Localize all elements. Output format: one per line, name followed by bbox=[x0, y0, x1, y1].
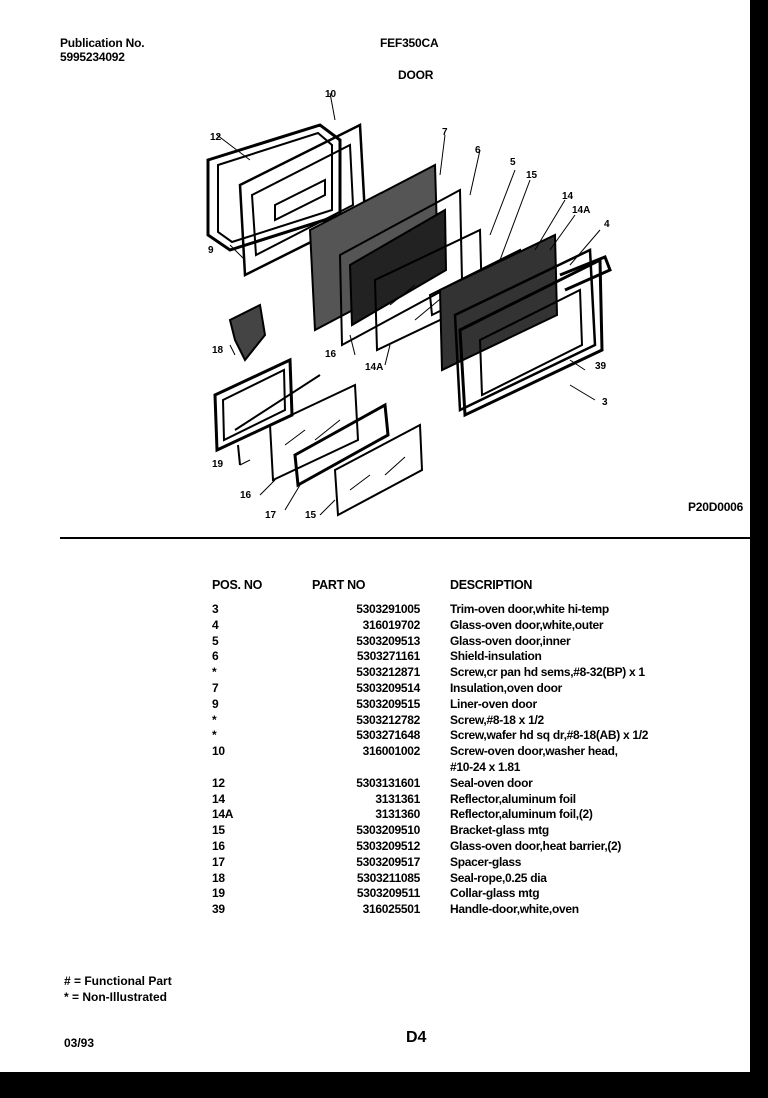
ref-label: 15 bbox=[305, 510, 317, 521]
column-header-pos: POS. NO bbox=[212, 578, 262, 592]
cell-part-number: 5303209512 bbox=[356, 838, 420, 853]
table-row bbox=[212, 886, 710, 902]
cell-description: Glass-oven door,inner bbox=[450, 633, 571, 648]
ref-label: 16 bbox=[240, 490, 252, 501]
table-row bbox=[212, 665, 710, 681]
cell-part-number: 5303209511 bbox=[356, 886, 420, 901]
cell-description: Reflector,aluminum foil,(2) bbox=[450, 807, 593, 822]
parts-table-body bbox=[212, 602, 710, 918]
section-title: DOOR bbox=[398, 68, 434, 82]
section-divider bbox=[60, 537, 750, 539]
cell-part-number: 5303212782 bbox=[356, 712, 420, 727]
ref-label: 15 bbox=[526, 170, 538, 181]
ref-label: 7 bbox=[442, 127, 448, 138]
table-row bbox=[212, 760, 710, 776]
publication-label: Publication No. bbox=[60, 36, 145, 50]
cell-pos: 5 bbox=[212, 633, 219, 648]
legend bbox=[64, 973, 172, 1005]
cell-pos: 14A bbox=[212, 807, 234, 822]
cell-part-number: 3131361 bbox=[375, 791, 420, 806]
table-row bbox=[212, 807, 710, 823]
ref-label: 14A bbox=[572, 205, 591, 216]
table-row bbox=[212, 776, 710, 792]
cell-pos: 39 bbox=[212, 902, 225, 917]
ref-label: 39 bbox=[595, 361, 607, 372]
cell-part-number: 5303131601 bbox=[356, 775, 420, 790]
column-header-part: PART NO bbox=[312, 578, 366, 592]
ref-label: 17 bbox=[265, 510, 277, 521]
cell-description: Seal-oven door bbox=[450, 775, 533, 790]
legend-non-illustrated: * = Non-Illustrated bbox=[64, 990, 168, 1004]
cell-description: Screw-oven door,washer head, bbox=[450, 744, 618, 759]
cell-description: Shield-insulation bbox=[450, 649, 542, 664]
table-row bbox=[212, 634, 710, 650]
column-header-description: DESCRIPTION bbox=[450, 578, 533, 592]
cell-pos: * bbox=[212, 665, 217, 680]
cell-part-number: 5303209514 bbox=[356, 680, 420, 695]
table-row bbox=[212, 713, 710, 729]
cell-description: Seal-rope,0.25 dia bbox=[450, 870, 547, 885]
legend-functional-part: # = Functional Part bbox=[64, 974, 172, 988]
cell-description: Screw,cr pan hd sems,#8-32(BP) x 1 bbox=[450, 665, 645, 680]
cell-pos: 14 bbox=[212, 791, 225, 806]
cell-part-number: 5303212871 bbox=[356, 665, 420, 680]
cell-part-number: 5303271161 bbox=[356, 649, 420, 664]
cell-part-number: 3131360 bbox=[375, 807, 420, 822]
ref-label: 3 bbox=[602, 397, 608, 408]
ref-label: 9 bbox=[208, 245, 214, 256]
table-row bbox=[212, 902, 710, 918]
cell-part-number: 5303209510 bbox=[356, 823, 420, 838]
cell-pos: 18 bbox=[212, 870, 225, 885]
cell-description: Reflector,aluminum foil bbox=[450, 791, 576, 806]
cell-description: Glass-oven door,white,outer bbox=[450, 617, 604, 632]
cell-description: Glass-oven door,heat barrier,(2) bbox=[450, 838, 622, 853]
cell-pos: 3 bbox=[212, 602, 219, 616]
cell-description: Collar-glass mtg bbox=[450, 886, 540, 901]
ref-label: 19 bbox=[212, 459, 224, 470]
table-row bbox=[212, 649, 710, 665]
table-row bbox=[212, 697, 710, 713]
exploded-door-diagram bbox=[190, 85, 620, 525]
ref-label: 6 bbox=[475, 145, 481, 156]
cell-part-number: 5303209515 bbox=[356, 696, 420, 711]
cell-description: Insulation,oven door bbox=[450, 680, 563, 695]
cell-pos: 16 bbox=[212, 838, 225, 853]
cell-part-number: 316019702 bbox=[362, 617, 420, 632]
ref-label: 14 bbox=[562, 191, 574, 202]
cell-part-number bbox=[312, 760, 450, 776]
diagram-code: P20D0006 bbox=[688, 500, 744, 514]
ref-label: 5 bbox=[510, 157, 516, 168]
cell-part-number: 5303291005 bbox=[356, 602, 420, 616]
table-row bbox=[212, 871, 710, 887]
ref-label: 14A bbox=[365, 362, 384, 373]
cell-pos: 12 bbox=[212, 775, 225, 790]
cell-pos: 7 bbox=[212, 680, 219, 695]
table-row bbox=[212, 792, 710, 808]
cell-pos: * bbox=[212, 728, 217, 743]
cell-pos: 15 bbox=[212, 823, 225, 838]
cell-description: Screw,#8-18 x 1/2 bbox=[450, 712, 544, 727]
cell-part-number: 5303271648 bbox=[356, 728, 420, 743]
ref-label: 16 bbox=[325, 349, 337, 360]
table-row bbox=[212, 618, 710, 634]
cell-description: Liner-oven door bbox=[450, 696, 537, 711]
cell-description: Spacer-glass bbox=[450, 854, 522, 869]
ref-label: 12 bbox=[210, 132, 222, 143]
table-row bbox=[212, 839, 710, 855]
cell-part-number: 316025501 bbox=[362, 902, 420, 917]
cell-pos: 9 bbox=[212, 696, 219, 711]
ref-label: 18 bbox=[212, 345, 224, 356]
cell-description: Screw,wafer hd sq dr,#8-18(AB) x 1/2 bbox=[450, 728, 649, 743]
cell-pos: 10 bbox=[212, 744, 225, 759]
publication-number: 5995234092 bbox=[60, 50, 125, 64]
table-row bbox=[212, 681, 710, 697]
table-row bbox=[212, 602, 710, 618]
footer-date: 03/93 bbox=[64, 1036, 95, 1050]
ref-label: 10 bbox=[325, 89, 337, 100]
model-number: FEF350CA bbox=[380, 36, 439, 50]
cell-part-number: 5303209513 bbox=[356, 633, 420, 648]
cell-part-number: 5303211085 bbox=[356, 870, 420, 885]
cell-part-number: 5303209517 bbox=[356, 854, 420, 869]
table-row bbox=[212, 728, 710, 744]
cell-pos: * bbox=[212, 712, 217, 727]
table-row bbox=[212, 855, 710, 871]
cell-description: Trim-oven door,white hi-temp bbox=[450, 602, 609, 616]
ref-label: 4 bbox=[604, 219, 610, 230]
cell-description: Handle-door,white,oven bbox=[450, 902, 579, 917]
table-header-row bbox=[212, 578, 710, 602]
cell-part-number: 316001002 bbox=[362, 744, 420, 759]
table-row bbox=[212, 823, 710, 839]
cell-pos: 4 bbox=[212, 617, 219, 632]
cell-description: #10-24 x 1.81 bbox=[450, 759, 521, 774]
parts-table bbox=[212, 578, 710, 918]
cell-pos bbox=[212, 760, 312, 776]
cell-description: Bracket-glass mtg bbox=[450, 823, 549, 838]
cell-pos: 6 bbox=[212, 649, 219, 664]
table-row bbox=[212, 744, 710, 760]
cell-pos: 17 bbox=[212, 854, 225, 869]
cell-pos: 19 bbox=[212, 886, 225, 901]
footer-page-number: D4 bbox=[406, 1029, 427, 1046]
